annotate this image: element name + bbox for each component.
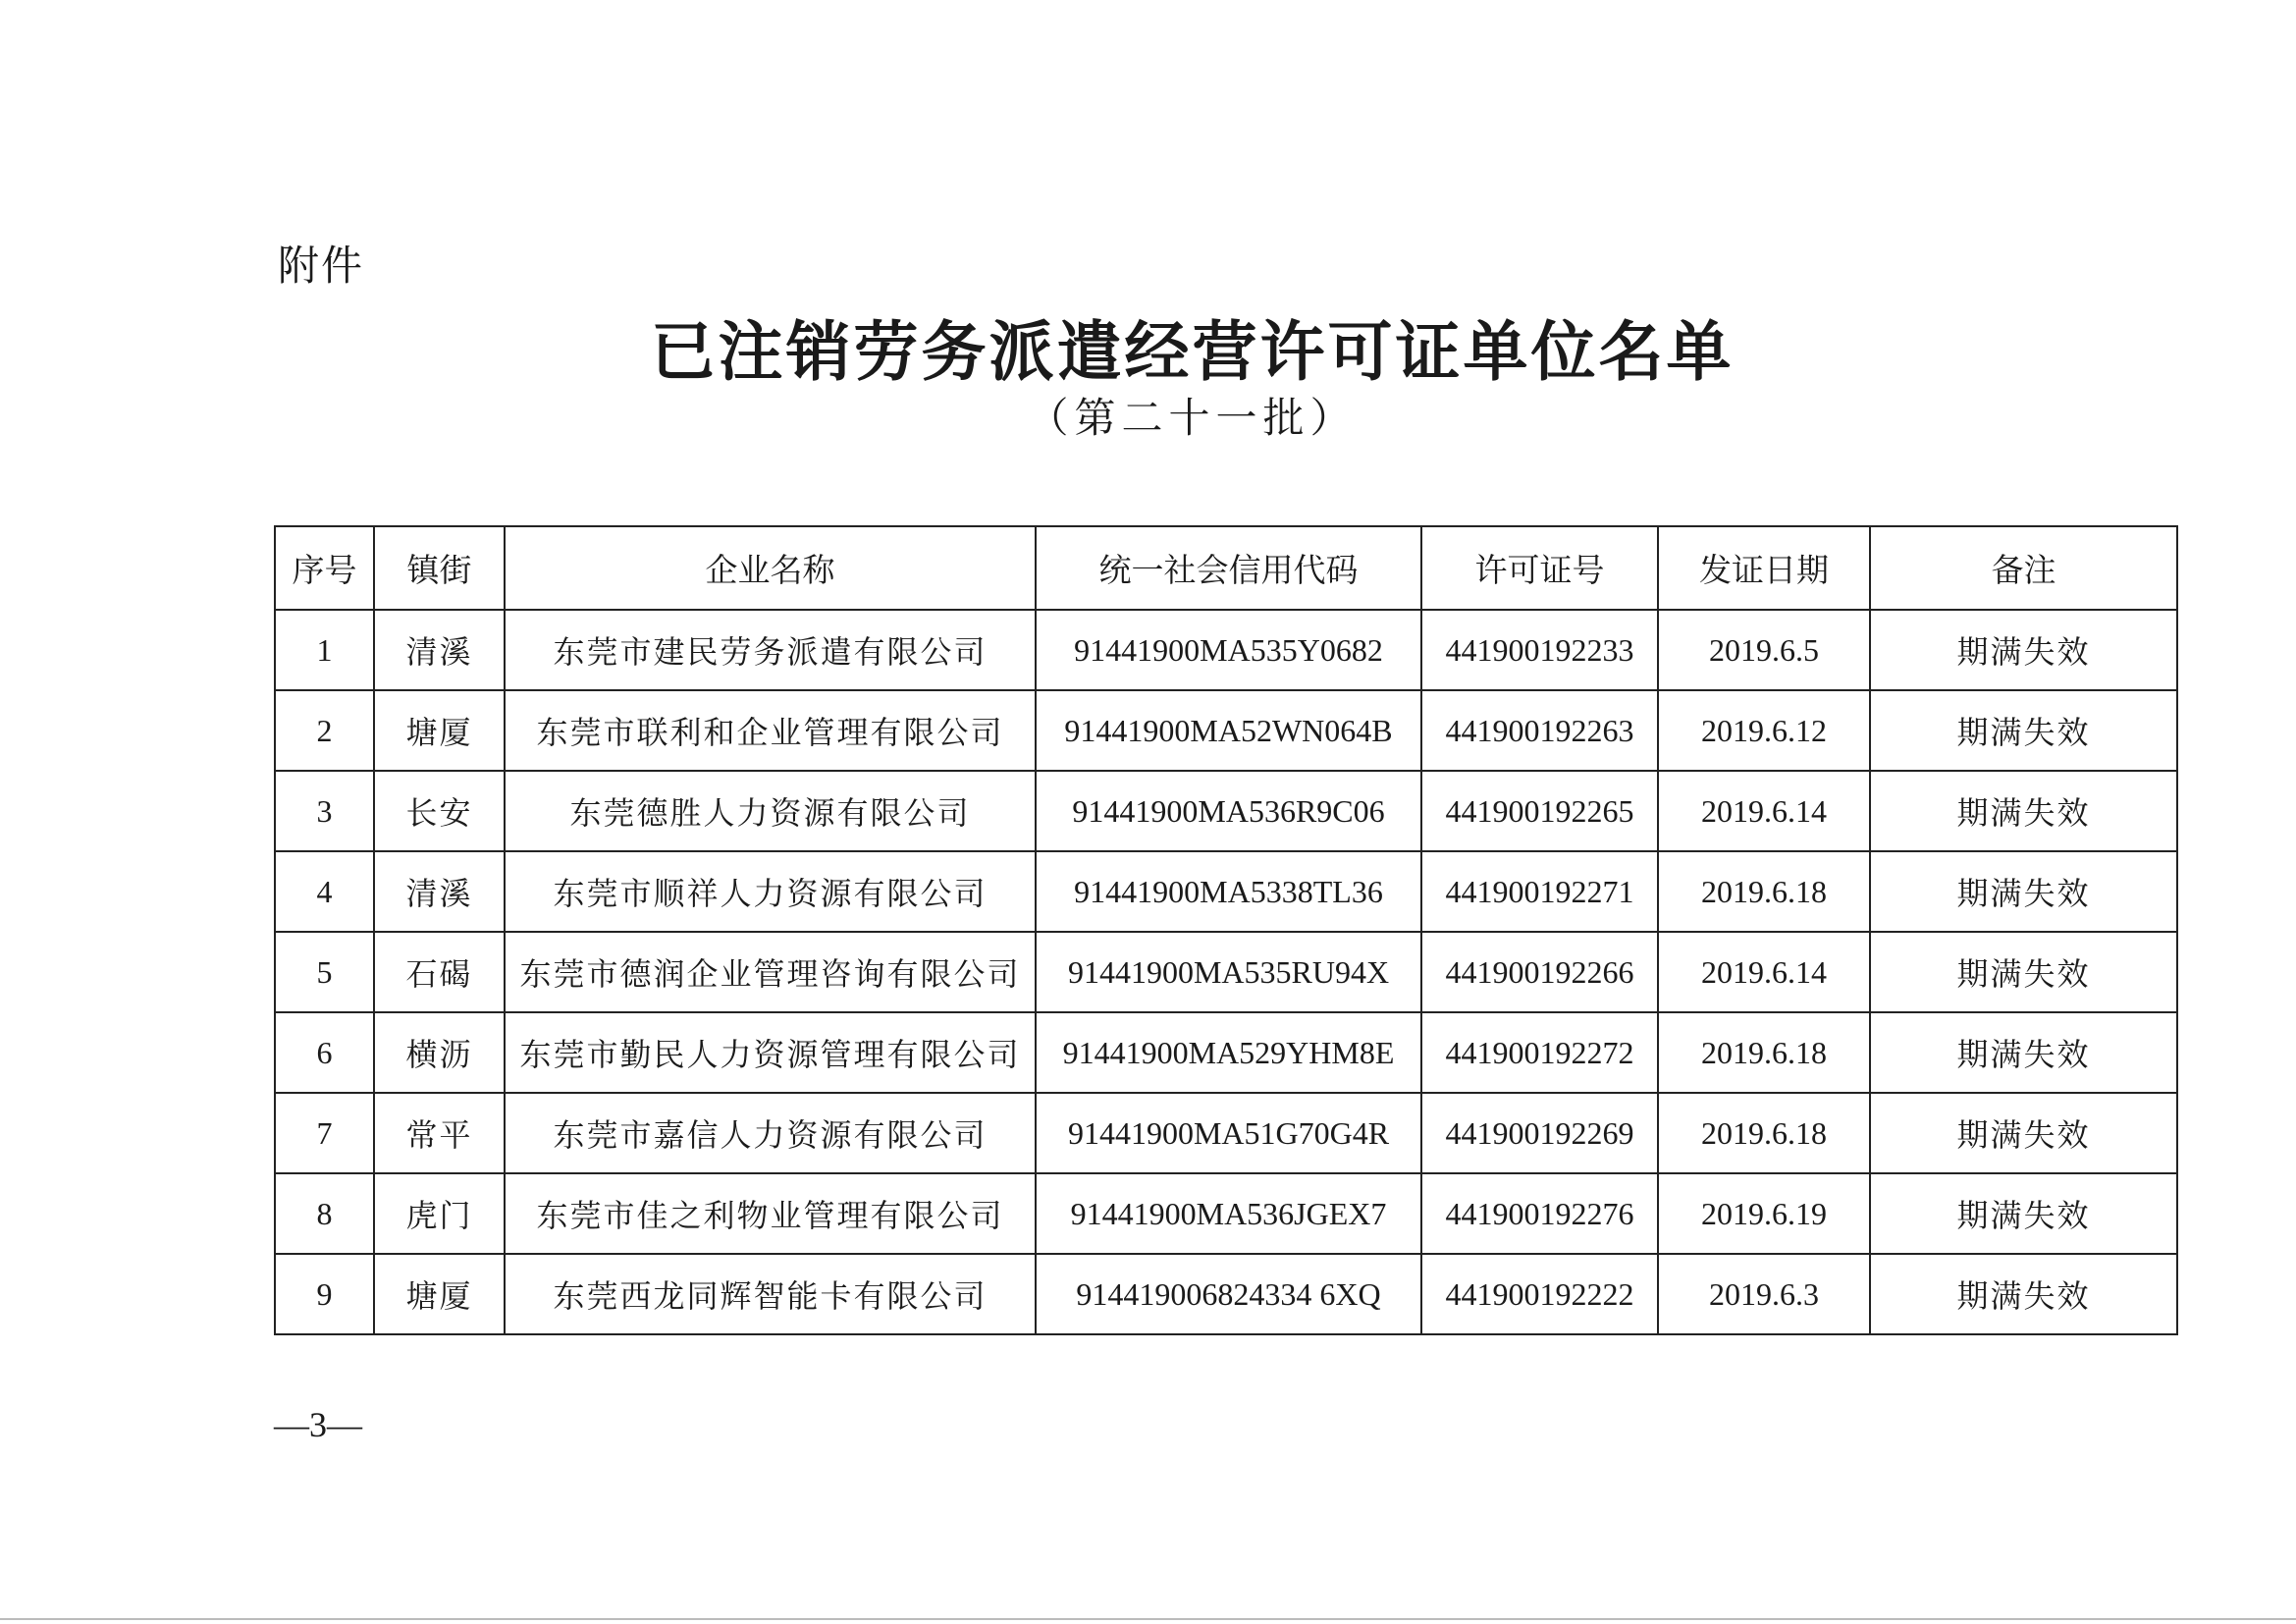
cell-remarks: 期满失效 (1870, 690, 2177, 771)
cell-remarks: 期满失效 (1870, 1093, 2177, 1173)
cell-town: 虎门 (374, 1173, 505, 1254)
cell-seq: 1 (275, 610, 374, 690)
header-company-name: 企业名称 (505, 526, 1036, 610)
cell-license-number: 441900192233 (1421, 610, 1658, 690)
header-town: 镇街 (374, 526, 505, 610)
cell-credit-code: 91441900MA52WN064B (1036, 690, 1421, 771)
cell-issue-date: 2019.6.18 (1658, 1012, 1870, 1093)
cell-issue-date: 2019.6.12 (1658, 690, 1870, 771)
cell-town: 清溪 (374, 610, 505, 690)
cell-license-number: 441900192263 (1421, 690, 1658, 771)
cell-town: 石碣 (374, 932, 505, 1012)
cell-town: 常平 (374, 1093, 505, 1173)
cell-seq: 9 (275, 1254, 374, 1334)
cell-license-number: 441900192271 (1421, 851, 1658, 932)
cell-remarks: 期满失效 (1870, 851, 2177, 932)
cell-issue-date: 2019.6.14 (1658, 932, 1870, 1012)
cell-credit-code: 91441900MA536JGEX7 (1036, 1173, 1421, 1254)
cell-issue-date: 2019.6.14 (1658, 771, 1870, 851)
cell-license-number: 441900192265 (1421, 771, 1658, 851)
cell-company-name: 东莞市德润企业管理咨询有限公司 (505, 932, 1036, 1012)
cell-company-name: 东莞西龙同辉智能卡有限公司 (505, 1254, 1036, 1334)
cell-issue-date: 2019.6.18 (1658, 1093, 1870, 1173)
table-row (275, 1012, 2177, 1093)
cell-license-number: 441900192266 (1421, 932, 1658, 1012)
cell-credit-code: 91441900MA51G70G4R (1036, 1093, 1421, 1173)
document-title: 已注销劳务派遣经营许可证单位名单 (650, 313, 1735, 390)
cell-seq: 6 (275, 1012, 374, 1093)
cell-seq: 2 (275, 690, 374, 771)
table-row (275, 932, 2177, 1012)
cell-remarks: 期满失效 (1870, 771, 2177, 851)
cell-company-name: 东莞德胜人力资源有限公司 (505, 771, 1036, 851)
cell-license-number: 441900192222 (1421, 1254, 1658, 1334)
cell-credit-code: 91441900MA536R9C06 (1036, 771, 1421, 851)
document-subtitle: （第二十一批） (1027, 394, 1358, 442)
table-row (275, 1254, 2177, 1334)
cell-company-name: 东莞市佳之利物业管理有限公司 (505, 1173, 1036, 1254)
cell-remarks: 期满失效 (1870, 1012, 2177, 1093)
cell-seq: 8 (275, 1173, 374, 1254)
cell-seq: 3 (275, 771, 374, 851)
table-row (275, 771, 2177, 851)
cell-company-name: 东莞市勤民人力资源管理有限公司 (505, 1012, 1036, 1093)
cell-credit-code: 91441900MA535Y0682 (1036, 610, 1421, 690)
cell-credit-code: 914419006824334 6XQ (1036, 1254, 1421, 1334)
cell-credit-code: 91441900MA5338TL36 (1036, 851, 1421, 932)
table-header-row (275, 526, 2177, 610)
cell-town: 长安 (374, 771, 505, 851)
cell-town: 清溪 (374, 851, 505, 932)
table-row (275, 851, 2177, 932)
cell-seq: 7 (275, 1093, 374, 1173)
header-issue-date: 发证日期 (1658, 526, 1870, 610)
cell-credit-code: 91441900MA535RU94X (1036, 932, 1421, 1012)
cell-town: 塘厦 (374, 1254, 505, 1334)
cell-license-number: 441900192272 (1421, 1012, 1658, 1093)
cell-license-number: 441900192276 (1421, 1173, 1658, 1254)
cell-issue-date: 2019.6.5 (1658, 610, 1870, 690)
cell-remarks: 期满失效 (1870, 1254, 2177, 1334)
deregistered-companies-table (274, 525, 2178, 1335)
cell-issue-date: 2019.6.19 (1658, 1173, 1870, 1254)
cell-remarks: 期满失效 (1870, 1173, 2177, 1254)
table-row (275, 1093, 2177, 1173)
header-remarks: 备注 (1870, 526, 2177, 610)
table-row (275, 1173, 2177, 1254)
cell-company-name: 东莞市嘉信人力资源有限公司 (505, 1093, 1036, 1173)
scan-edge-line (0, 1618, 2296, 1620)
cell-company-name: 东莞市顺祥人力资源有限公司 (505, 851, 1036, 932)
cell-license-number: 441900192269 (1421, 1093, 1658, 1173)
header-license-number: 许可证号 (1421, 526, 1658, 610)
header-credit-code: 统一社会信用代码 (1036, 526, 1421, 610)
cell-remarks: 期满失效 (1870, 932, 2177, 1012)
cell-issue-date: 2019.6.18 (1658, 851, 1870, 932)
cell-remarks: 期满失效 (1870, 610, 2177, 690)
cell-credit-code: 91441900MA529YHM8E (1036, 1012, 1421, 1093)
table-row (275, 610, 2177, 690)
cell-company-name: 东莞市建民劳务派遣有限公司 (505, 610, 1036, 690)
cell-issue-date: 2019.6.3 (1658, 1254, 1870, 1334)
cell-seq: 4 (275, 851, 374, 932)
cell-seq: 5 (275, 932, 374, 1012)
cell-company-name: 东莞市联利和企业管理有限公司 (505, 690, 1036, 771)
attachment-label: 附件 (278, 242, 365, 290)
table-row (275, 690, 2177, 771)
page-number: —3— (274, 1405, 362, 1444)
cell-town: 横沥 (374, 1012, 505, 1093)
header-seq: 序号 (275, 526, 374, 610)
cell-town: 塘厦 (374, 690, 505, 771)
